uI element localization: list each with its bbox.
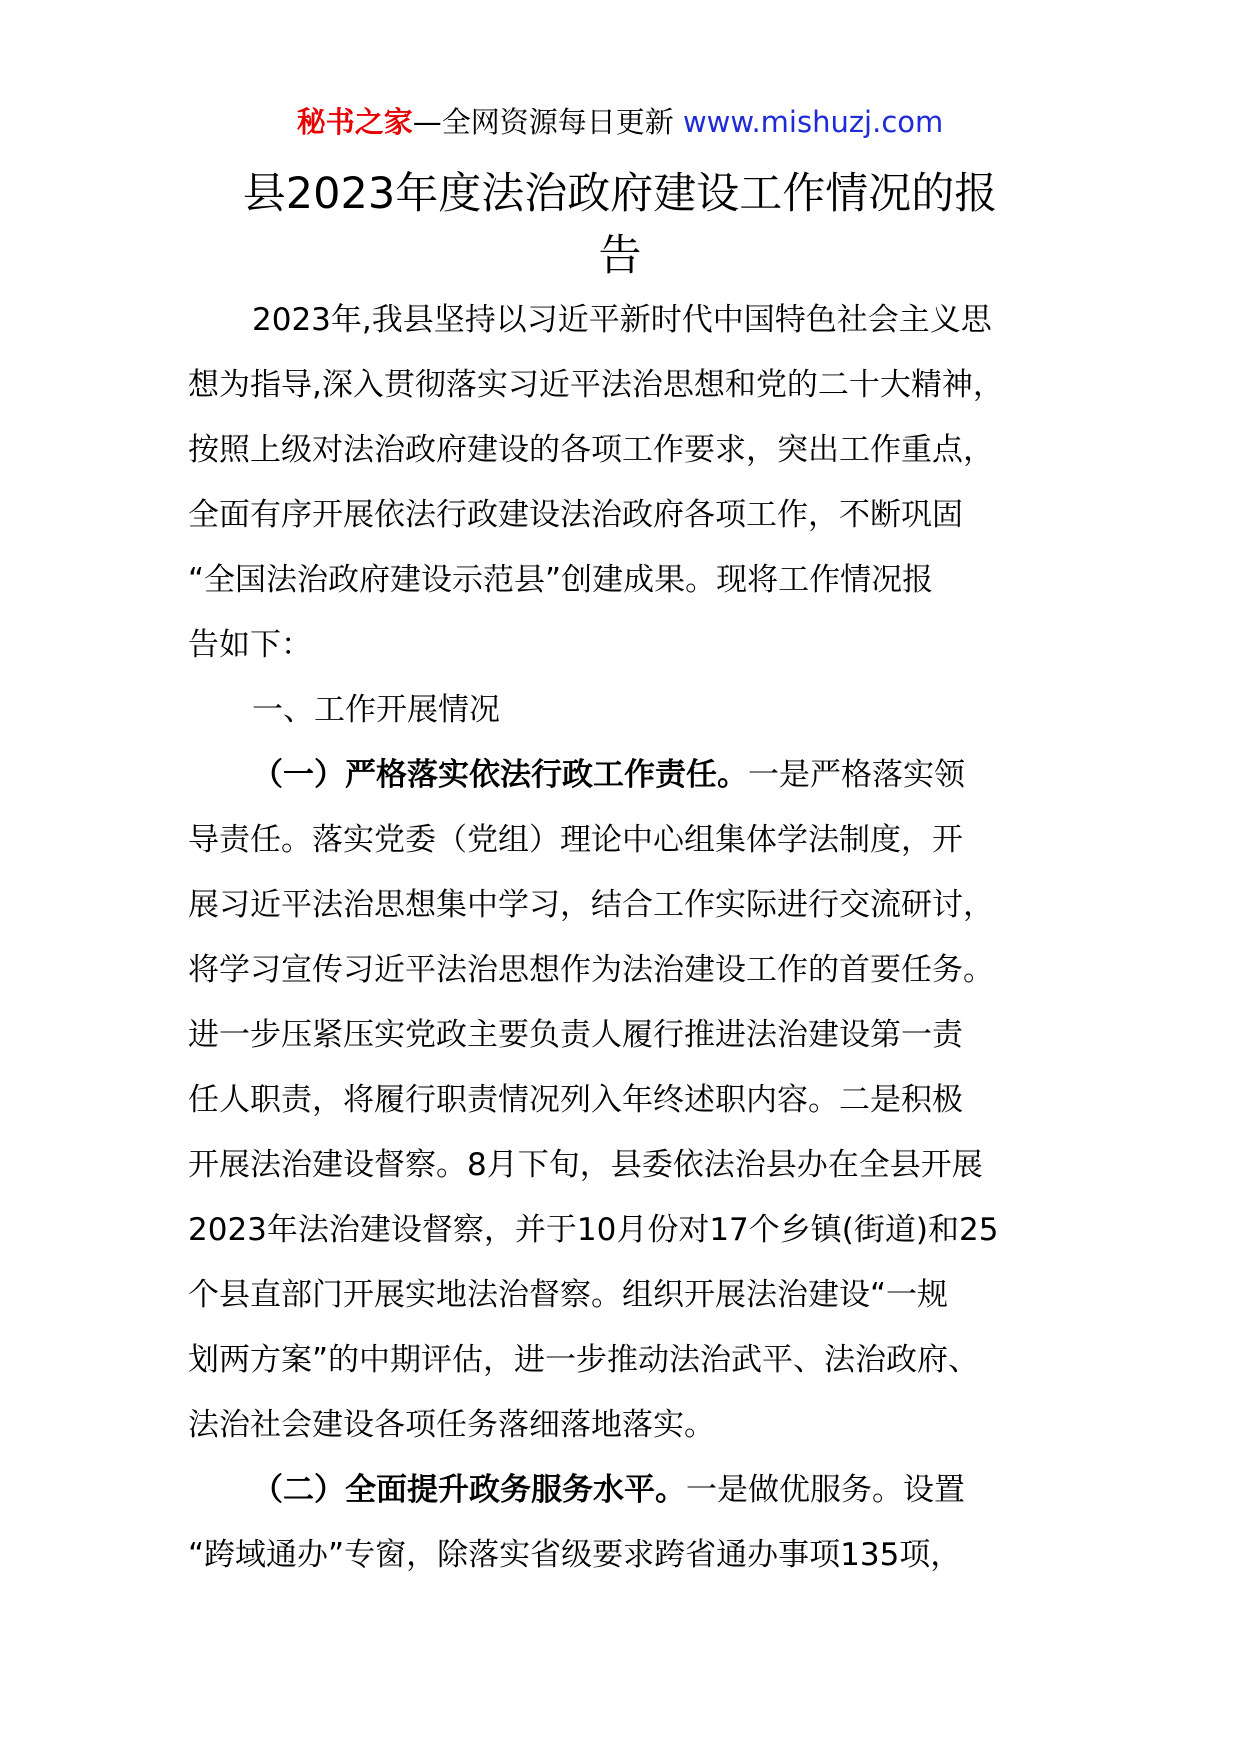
- paragraph-2-line-8: 2023年法治建设督察，并于10月份对17个乡镇(街道)和25: [188, 1212, 999, 1248]
- document-title-line-1: 县2023年度法治政府建设工作情况的报: [242, 169, 998, 219]
- paragraph-2-line-11: 法治社会建设各项任务落细落地落实。: [188, 1407, 715, 1443]
- banner-slogan: —全网资源每日更新: [412, 105, 674, 139]
- paragraph-1-line-3: 按照上级对法治政府建设的各项工作要求，突出工作重点，: [188, 432, 994, 468]
- site-banner: [0, 102, 1240, 142]
- banner-url[interactable]: www.mishuzj.com: [682, 105, 944, 139]
- paragraph-2-line-7: 开展法治建设督察。8月下旬，县委依法治县办在全县开展: [188, 1147, 983, 1183]
- paragraph-2-line-6: 任人职责，将履行职责情况列入年终述职内容。二是积极: [188, 1082, 963, 1118]
- paragraph-2-line-5: 进一步压紧压实党政主要负责人履行推进法治建设第一责: [188, 1017, 963, 1053]
- paragraph-1-line-4: 全面有序开展依法行政建设法治政府各项工作，不断巩固: [188, 497, 963, 533]
- paragraph-1-line-2: 想为指导,深入贯彻落实习近平法治思想和党的二十大精神，: [188, 367, 1004, 403]
- paragraph-1-line-5: “全国法治政府建设示范县”创建成果。现将工作情况报: [188, 562, 934, 598]
- paragraph-2-lead-text: 一是严格落实领: [748, 757, 965, 793]
- document-body: [188, 288, 1068, 1588]
- paragraph-2-line-2: 导责任。落实党委（党组）理论中心组集体学法制度，开: [188, 822, 963, 858]
- subsection-heading-2: （二）全面提升政务服务水平。: [252, 1472, 686, 1508]
- section-heading-1: 一、工作开展情况: [252, 692, 500, 728]
- paragraph-3-lead-text: 一是做优服务。设置: [686, 1472, 965, 1508]
- paragraph-3-line-1: [188, 1458, 1068, 1523]
- paragraph-2-line-10: 划两方案”的中期评估，进一步推动法治武平、法治政府、: [188, 1342, 980, 1378]
- paragraph-1-line-6: 告如下：: [188, 627, 312, 663]
- paragraph-1-line-1: 2023年,我县坚持以习近平新时代中国特色社会主义思: [252, 302, 992, 338]
- document-title-line-2: 告: [598, 231, 642, 281]
- paragraph-3-line-2: “跨域通办”专窗，除落实省级要求跨省通办事项135项，: [188, 1537, 962, 1573]
- subsection-heading-1: （一）严格落实依法行政工作责任。: [252, 757, 748, 793]
- banner-brand: 秘书之家: [296, 105, 413, 139]
- paragraph-2-line-1: [188, 743, 1068, 808]
- paragraph-2-line-9: 个县直部门开展实地法治督察。组织开展法治建设“一规: [188, 1277, 949, 1313]
- paragraph-2-line-4: 将学习宣传习近平法治思想作为法治建设工作的首要任务。: [188, 952, 994, 988]
- paragraph-2-line-3: 展习近平法治思想集中学习，结合工作实际进行交流研讨，: [188, 887, 994, 923]
